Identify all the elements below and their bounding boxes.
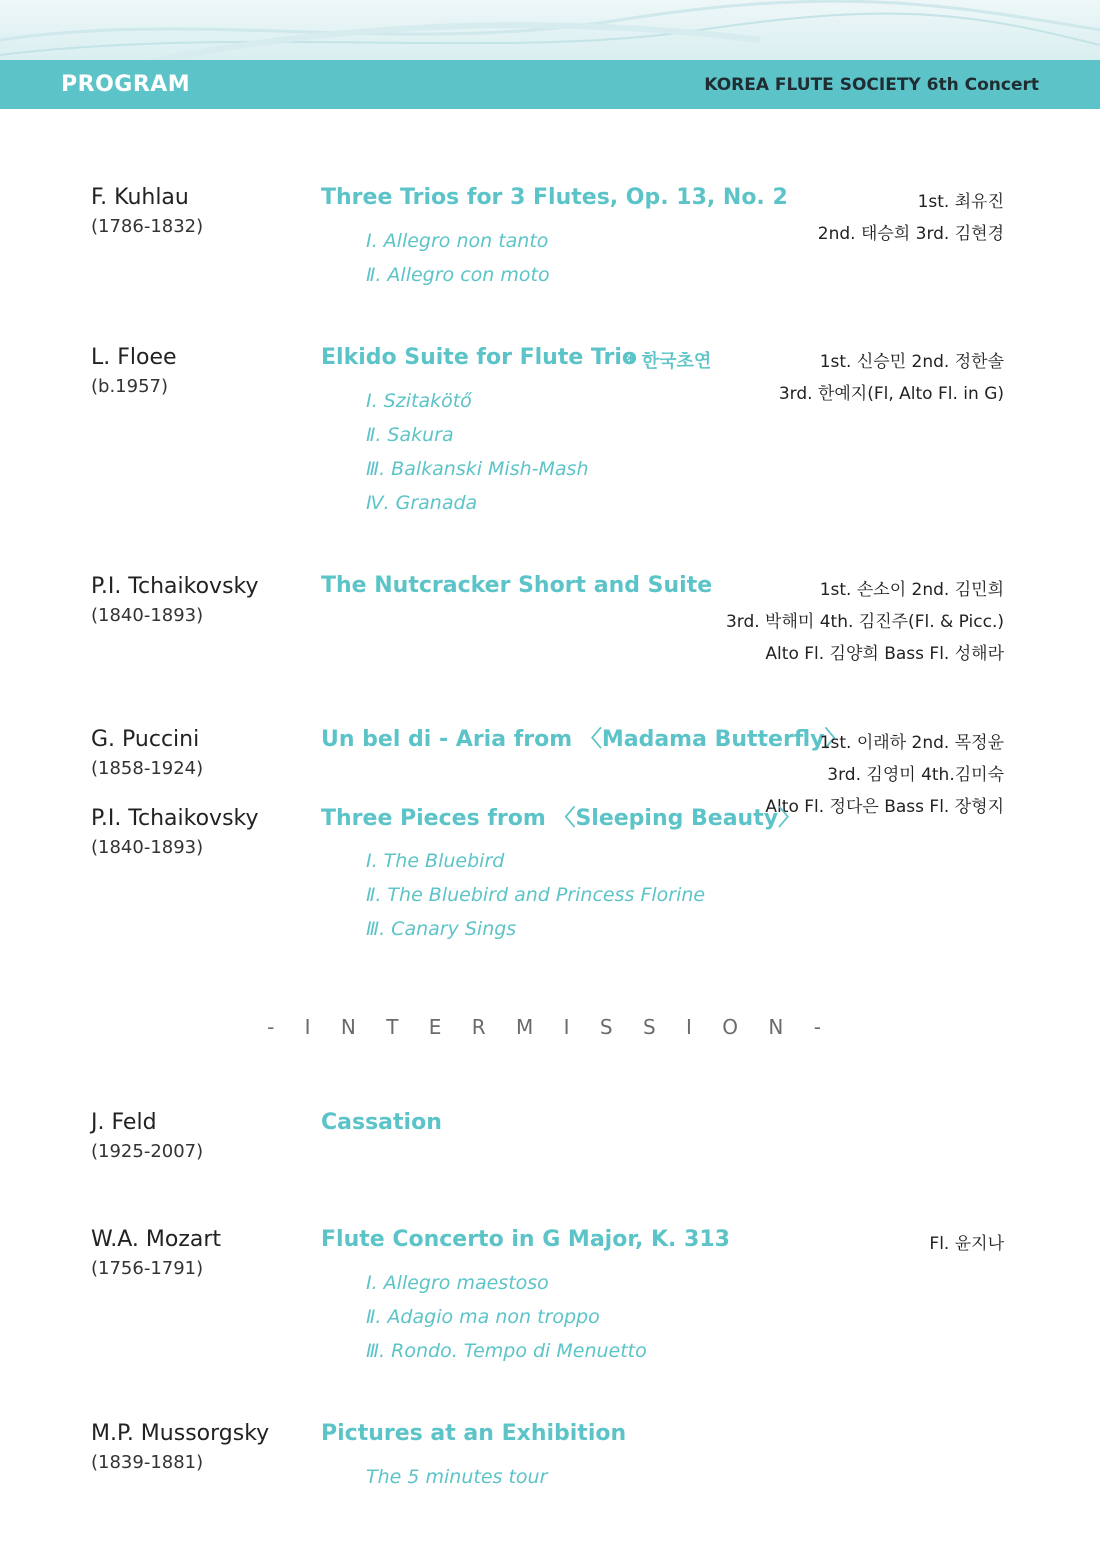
performer-line: 1st. 최유진 <box>917 192 1004 212</box>
composer-years: (1840-1893) <box>91 837 204 858</box>
work-title: The Nutcracker Short and Suite <box>321 573 713 598</box>
composer-name: M.P. Mussorgsky <box>91 1421 270 1446</box>
work-title: Un bel di - Aria from 〈Madama Butterfly〉 <box>321 727 847 752</box>
movement: Ⅱ. Sakura <box>366 424 454 446</box>
composer-years: (1925-2007) <box>91 1141 204 1162</box>
performers <box>779 346 1004 410</box>
movement: Ⅱ. The Bluebird and Princess Florine <box>366 884 706 906</box>
wave-graphic <box>0 0 1100 62</box>
performers <box>818 186 1004 250</box>
composer-years: (b.1957) <box>91 376 169 397</box>
performers <box>929 1228 1004 1260</box>
section-title: PROGRAM <box>61 72 191 97</box>
work-title: Pictures at an Exhibition <box>321 1421 627 1446</box>
work-title: Elkido Suite for Flute Trio <box>321 345 638 370</box>
decorative-wave-band <box>0 0 1100 62</box>
composer-years: (1786-1832) <box>91 216 204 237</box>
movement: Ⅰ. The Bluebird <box>366 850 505 872</box>
movement: Ⅱ. Allegro con moto <box>366 264 550 286</box>
composer-block <box>91 1421 269 1475</box>
composer-block <box>91 806 259 860</box>
movement: The 5 minutes tour <box>366 1466 548 1488</box>
composer-name: W.A. Mozart <box>91 1227 222 1252</box>
work-title: Three Pieces from 〈Sleeping Beauty〉 <box>321 806 801 831</box>
composer-name: G. Puccini <box>91 727 200 752</box>
movement: Ⅰ. Allegro non tanto <box>366 230 549 252</box>
composer-name: L. Floee <box>91 345 177 370</box>
performers <box>726 574 1004 670</box>
performer-line: Alto Fl. 김양희 Bass Fl. 성해라 <box>765 644 1004 664</box>
composer-block <box>91 1110 203 1164</box>
performer-line: Fl. 윤지나 <box>929 1234 1004 1254</box>
performer-line: 2nd. 태승희 3rd. 김현경 <box>817 224 1004 244</box>
movement: Ⅳ. Granada <box>366 492 478 514</box>
composer-block <box>91 1227 221 1281</box>
movement: Ⅱ. Adagio ma non troppo <box>366 1306 600 1328</box>
movement: Ⅲ. Balkanski Mish-Mash <box>366 458 589 480</box>
composer-name: P.I. Tchaikovsky <box>91 574 259 599</box>
composer-years: (1839-1881) <box>91 1452 204 1473</box>
performer-line: 3rd. 김영미 4th.김미숙 <box>827 765 1004 785</box>
performers <box>765 727 1004 823</box>
composer-years: (1858-1924) <box>91 758 204 779</box>
movement: Ⅲ. Rondo. Tempo di Menuetto <box>366 1340 647 1362</box>
composer-block <box>91 185 203 239</box>
composer-name: F. Kuhlau <box>91 185 189 210</box>
composer-years: (1840-1893) <box>91 605 204 626</box>
intermission-label: - I N T E R M I S S I O N - <box>267 1015 833 1039</box>
composer-name: J. Feld <box>91 1110 157 1135</box>
movement: Ⅲ. Canary Sings <box>366 918 517 940</box>
composer-name: P.I. Tchaikovsky <box>91 806 259 831</box>
composer-years: (1756-1791) <box>91 1258 204 1279</box>
header-bar <box>0 60 1100 109</box>
movement: Ⅰ. Allegro maestoso <box>366 1272 549 1294</box>
concert-title: KOREA FLUTE SOCIETY 6th Concert <box>704 75 1039 95</box>
performer-line: 3rd. 박해미 4th. 김진주(Fl. & Picc.) <box>725 612 1004 632</box>
composer-block <box>91 345 177 399</box>
performer-line: 1st. 손소이 2nd. 김민희 <box>819 580 1004 600</box>
performer-line: 1st. 이래하 2nd. 목정윤 <box>819 733 1004 753</box>
premiere-note: * 한국초연 <box>626 351 712 372</box>
performer-line: Alto Fl. 정다은 Bass Fl. 장형지 <box>765 797 1004 817</box>
performer-line: 1st. 신승민 2nd. 정한솔 <box>819 352 1004 372</box>
performer-line: 3rd. 한예지(Fl, Alto Fl. in G) <box>778 384 1004 404</box>
composer-block <box>91 727 203 781</box>
work-title: Cassation <box>321 1110 442 1135</box>
composer-block <box>91 574 259 628</box>
movement: Ⅰ. Szitakötő <box>366 390 472 412</box>
work-title: Three Trios for 3 Flutes, Op. 13, No. 2 <box>321 185 788 210</box>
work-title: Flute Concerto in G Major, K. 313 <box>321 1227 730 1252</box>
